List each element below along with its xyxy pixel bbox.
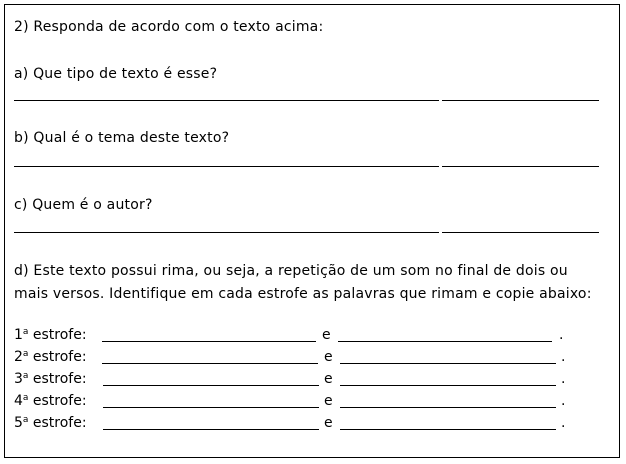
stanza-2-word-2-line[interactable]: [340, 363, 556, 364]
stanza-2-word-1-line[interactable]: [102, 363, 318, 364]
stanza-2-connector: e: [324, 349, 333, 365]
stanza-4-word-2-line[interactable]: [340, 407, 556, 408]
stanza-1-end-mark: .: [559, 327, 564, 343]
stanza-4-word-1-line[interactable]: [103, 407, 319, 408]
answer-line-a-1[interactable]: [14, 100, 439, 101]
stanza-4-end-mark: .: [561, 393, 566, 409]
answer-line-a-2[interactable]: [442, 100, 599, 101]
question-a: a) Que tipo de texto é esse?: [14, 66, 218, 82]
question-d-line2: mais versos. Identifique em cada estrofe as palavras que rimam e copie abaixo:: [14, 286, 592, 302]
stanza-2-end-mark: .: [561, 349, 566, 365]
stanza-5-end-mark: .: [561, 415, 566, 431]
stanza-label-3: 3$^a$ estrofe:: [14, 371, 87, 387]
stanza-1-connector: e: [322, 327, 331, 343]
stanza-label-1: 1$^a$ estrofe:: [14, 327, 87, 343]
stanza-label-4: 4$^a$ estrofe:: [14, 393, 87, 409]
question-title: 2) Responda de acordo com o texto acima:: [14, 19, 324, 35]
answer-line-c-2[interactable]: [442, 232, 599, 233]
stanza-3-word-2-line[interactable]: [340, 385, 556, 386]
stanza-1-word-2-line[interactable]: [338, 341, 552, 342]
stanza-5-word-2-line[interactable]: [340, 429, 556, 430]
stanza-5-connector: e: [324, 415, 333, 431]
answer-line-b-1[interactable]: [14, 166, 439, 167]
stanza-1-word-1-line[interactable]: [102, 341, 316, 342]
question-b: b) Qual é o tema deste texto?: [14, 130, 230, 146]
stanza-3-word-1-line[interactable]: [103, 385, 319, 386]
stanza-3-connector: e: [324, 371, 333, 387]
stanza-label-5: 5$^a$ estrofe:: [14, 415, 87, 431]
question-d-line1: d) Este texto possui rima, ou seja, a repetição de um som no final de dois ou: [14, 263, 568, 279]
stanza-3-end-mark: .: [561, 371, 566, 387]
stanza-5-word-1-line[interactable]: [103, 429, 319, 430]
stanza-4-connector: e: [324, 393, 333, 409]
answer-line-b-2[interactable]: [442, 166, 599, 167]
question-c: c) Quem é o autor?: [14, 197, 153, 213]
answer-line-c-1[interactable]: [14, 232, 439, 233]
stanza-label-2: 2$^a$ estrofe:: [14, 349, 87, 365]
